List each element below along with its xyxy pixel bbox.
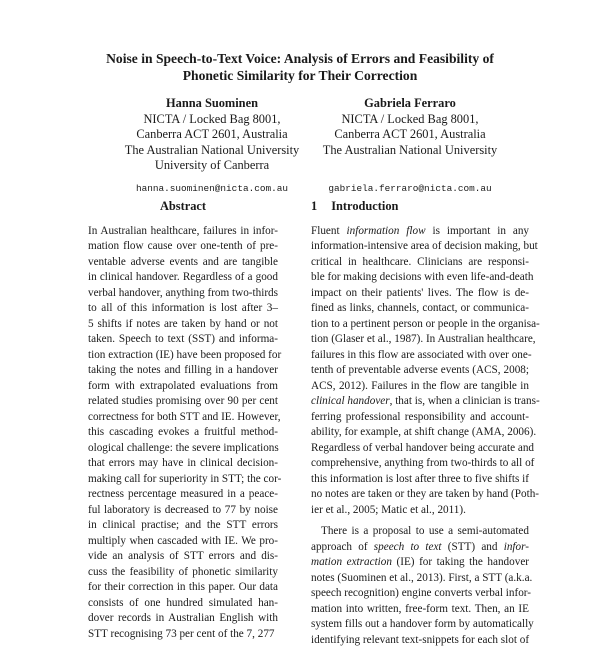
introduction-line: impact on their patients' lives. The flow is de- [311, 286, 529, 299]
introduction-line: tion to a pertinent person or people in the organisa- [311, 317, 540, 330]
section-number: 1 [311, 199, 318, 213]
author-email: hanna.suominen@nicta.com.au [136, 182, 288, 194]
introduction-line: clinical handover, that is, when a clinician is trans- [311, 395, 540, 408]
author-affiliation-line: University of Canberra [154, 158, 270, 173]
introduction-line: mation into written, free-form text. Then, an IE [311, 602, 529, 615]
author-name: Hanna Suominen [166, 96, 258, 110]
introduction-paragraph-2 [311, 524, 534, 648]
abstract-line: this cascading evokes a fruitful method- [88, 426, 278, 439]
author-affiliation-line: Canberra ACT 2601, Australia [334, 127, 486, 142]
author-affiliation-line: The Australian National University [124, 142, 300, 157]
introduction-line: approach of speech to text (STT) and infor- [311, 540, 529, 553]
emphasized-term: clinical handover [311, 395, 390, 408]
author-block-1 [102, 96, 322, 197]
introduction-line: There is a proposal to use a semi-automated [321, 525, 529, 538]
introduction-line: ble for making decisions with even life-and-death [311, 271, 534, 284]
introduction-line: this information is lost after three to five shifts if [311, 472, 529, 485]
abstract-heading: Abstract [159, 199, 207, 213]
abstract-line: that errors may have in clinical decision- [88, 457, 278, 470]
author-affiliation-line: Canberra ACT 2601, Australia [136, 127, 288, 142]
abstract-line: in clinical practise; and the STT errors [88, 519, 278, 532]
emphasized-term: infor- [503, 540, 529, 553]
abstract-line: taking the notes and filling in a handover [88, 364, 278, 377]
abstract-body [88, 224, 282, 642]
author-email: gabriela.ferraro@nicta.com.au [328, 182, 492, 194]
introduction-line: ier et al., 2005; Matic et al., 2011). [311, 503, 466, 516]
abstract-line: dover records in Australian English with [88, 612, 278, 625]
emphasized-term: speech to text [373, 540, 442, 553]
abstract-line: for their correction in this paper. Our data [88, 581, 278, 594]
paper-title [40, 50, 560, 84]
introduction-line: comprehensive, anything from two-thirds to all of [311, 457, 535, 470]
title-line-1: Noise in Speech-to-Text Voice: Analysis of Errors and Feasibility of [106, 51, 494, 66]
introduction-line: identifying relevant text-snippets for each slot of [311, 633, 530, 646]
abstract-line: to all of this information is lost after 3– [88, 302, 278, 315]
emphasized-term: information flow [346, 225, 426, 237]
introduction-line: Fluent information flow is important in any [311, 225, 530, 237]
emphasized-term: mation extraction [311, 556, 392, 569]
abstract-line: 5 shifts if notes are taken by hand or not [88, 317, 278, 330]
author-affiliation-line: NICTA / Locked Bag 8001, [143, 111, 281, 126]
introduction-line: ferring professional responsibility and account- [311, 410, 529, 423]
introduction-line: Regardless of verbal handover being accurate and [311, 441, 535, 454]
introduction-line: information-intensive area of decision making, but [311, 240, 538, 253]
introduction-line: ACS, 2012). Failures in the flow are tangible in [311, 379, 529, 392]
abstract-line: taken. Speech to text (SST) and informa- [88, 333, 278, 346]
introduction-section [311, 196, 540, 648]
abstract-line: in clinical handover. Regardless of a good [88, 271, 278, 284]
author-block-2 [300, 96, 520, 197]
abstract-line: correctness for both STT and IE. However, [88, 410, 281, 423]
abstract-line: form with extrapolated evaluations from [88, 379, 278, 392]
introduction-paragraph-1 [311, 224, 540, 518]
abstract-line: rectness percentage measured in a peace- [88, 488, 278, 501]
abstract-line: mation flow cause over one-tenth of pre- [88, 240, 278, 253]
abstract-line: vide an analysis of STT errors and dis- [88, 550, 278, 563]
introduction-line: notes (Suominen et al., 2013). First, a STT (a.k.a. [311, 571, 533, 584]
abstract-line: multiply when cascaded with IE. We pro- [88, 534, 278, 547]
introduction-line: ability, for example, at shift change (AMA, 2006). [311, 426, 537, 439]
abstract-line: ological challenge: the severe implications [88, 441, 279, 454]
abstract-line: ful laboratory is decreased to 77 by noise [88, 503, 278, 516]
introduction-line: speech recognition) engine converts verbal infor- [311, 587, 532, 600]
author-name: Gabriela Ferraro [364, 96, 456, 110]
abstract-line: In Australian healthcare, failures in infor- [88, 225, 278, 237]
author-affiliation-line: The Australian National University [322, 142, 498, 157]
abstract-section [88, 196, 282, 642]
abstract-line: making call for superiority in STT; the cor- [88, 472, 282, 485]
title-line-2: Phonetic Similarity for Their Correction [182, 68, 418, 83]
introduction-line: fined as links, channels, contact, or communica- [311, 302, 529, 315]
abstract-line: STT recognising 73 per cent of the 7, 277 [88, 627, 275, 640]
introduction-line: mation extraction (IE) for taking the handover [311, 556, 530, 569]
introduction-line: tenth of preventable adverse events (ACS, 2008; [311, 364, 529, 377]
author-affiliation-line: NICTA / Locked Bag 8001, [341, 111, 479, 126]
section-title: Introduction [331, 199, 399, 213]
abstract-line: ventable adverse events and are tangible [88, 255, 278, 268]
abstract-line: consists of one hundred simulated han- [88, 596, 278, 609]
abstract-line: related studies promising over 90 per cent [88, 395, 278, 408]
introduction-line: critical in healthcare. Clinicians are responsi- [311, 255, 529, 268]
introduction-heading [311, 196, 529, 224]
introduction-line: tion (Glaser et al., 1987). In Australian healthcare, [311, 333, 536, 346]
introduction-line: system fills out a handover form by automatically [311, 618, 534, 631]
abstract-line: tion extraction (IE) have been proposed for [88, 348, 282, 361]
abstract-line: verbal handover, anything from two-thirds [88, 286, 279, 299]
introduction-line: no notes are taken or they are taken by hand (Poth- [311, 488, 540, 501]
introduction-line: failures in this flow are associated with over one- [311, 348, 532, 361]
abstract-line: cuss the feasibility of phonetic similarity [88, 565, 278, 578]
